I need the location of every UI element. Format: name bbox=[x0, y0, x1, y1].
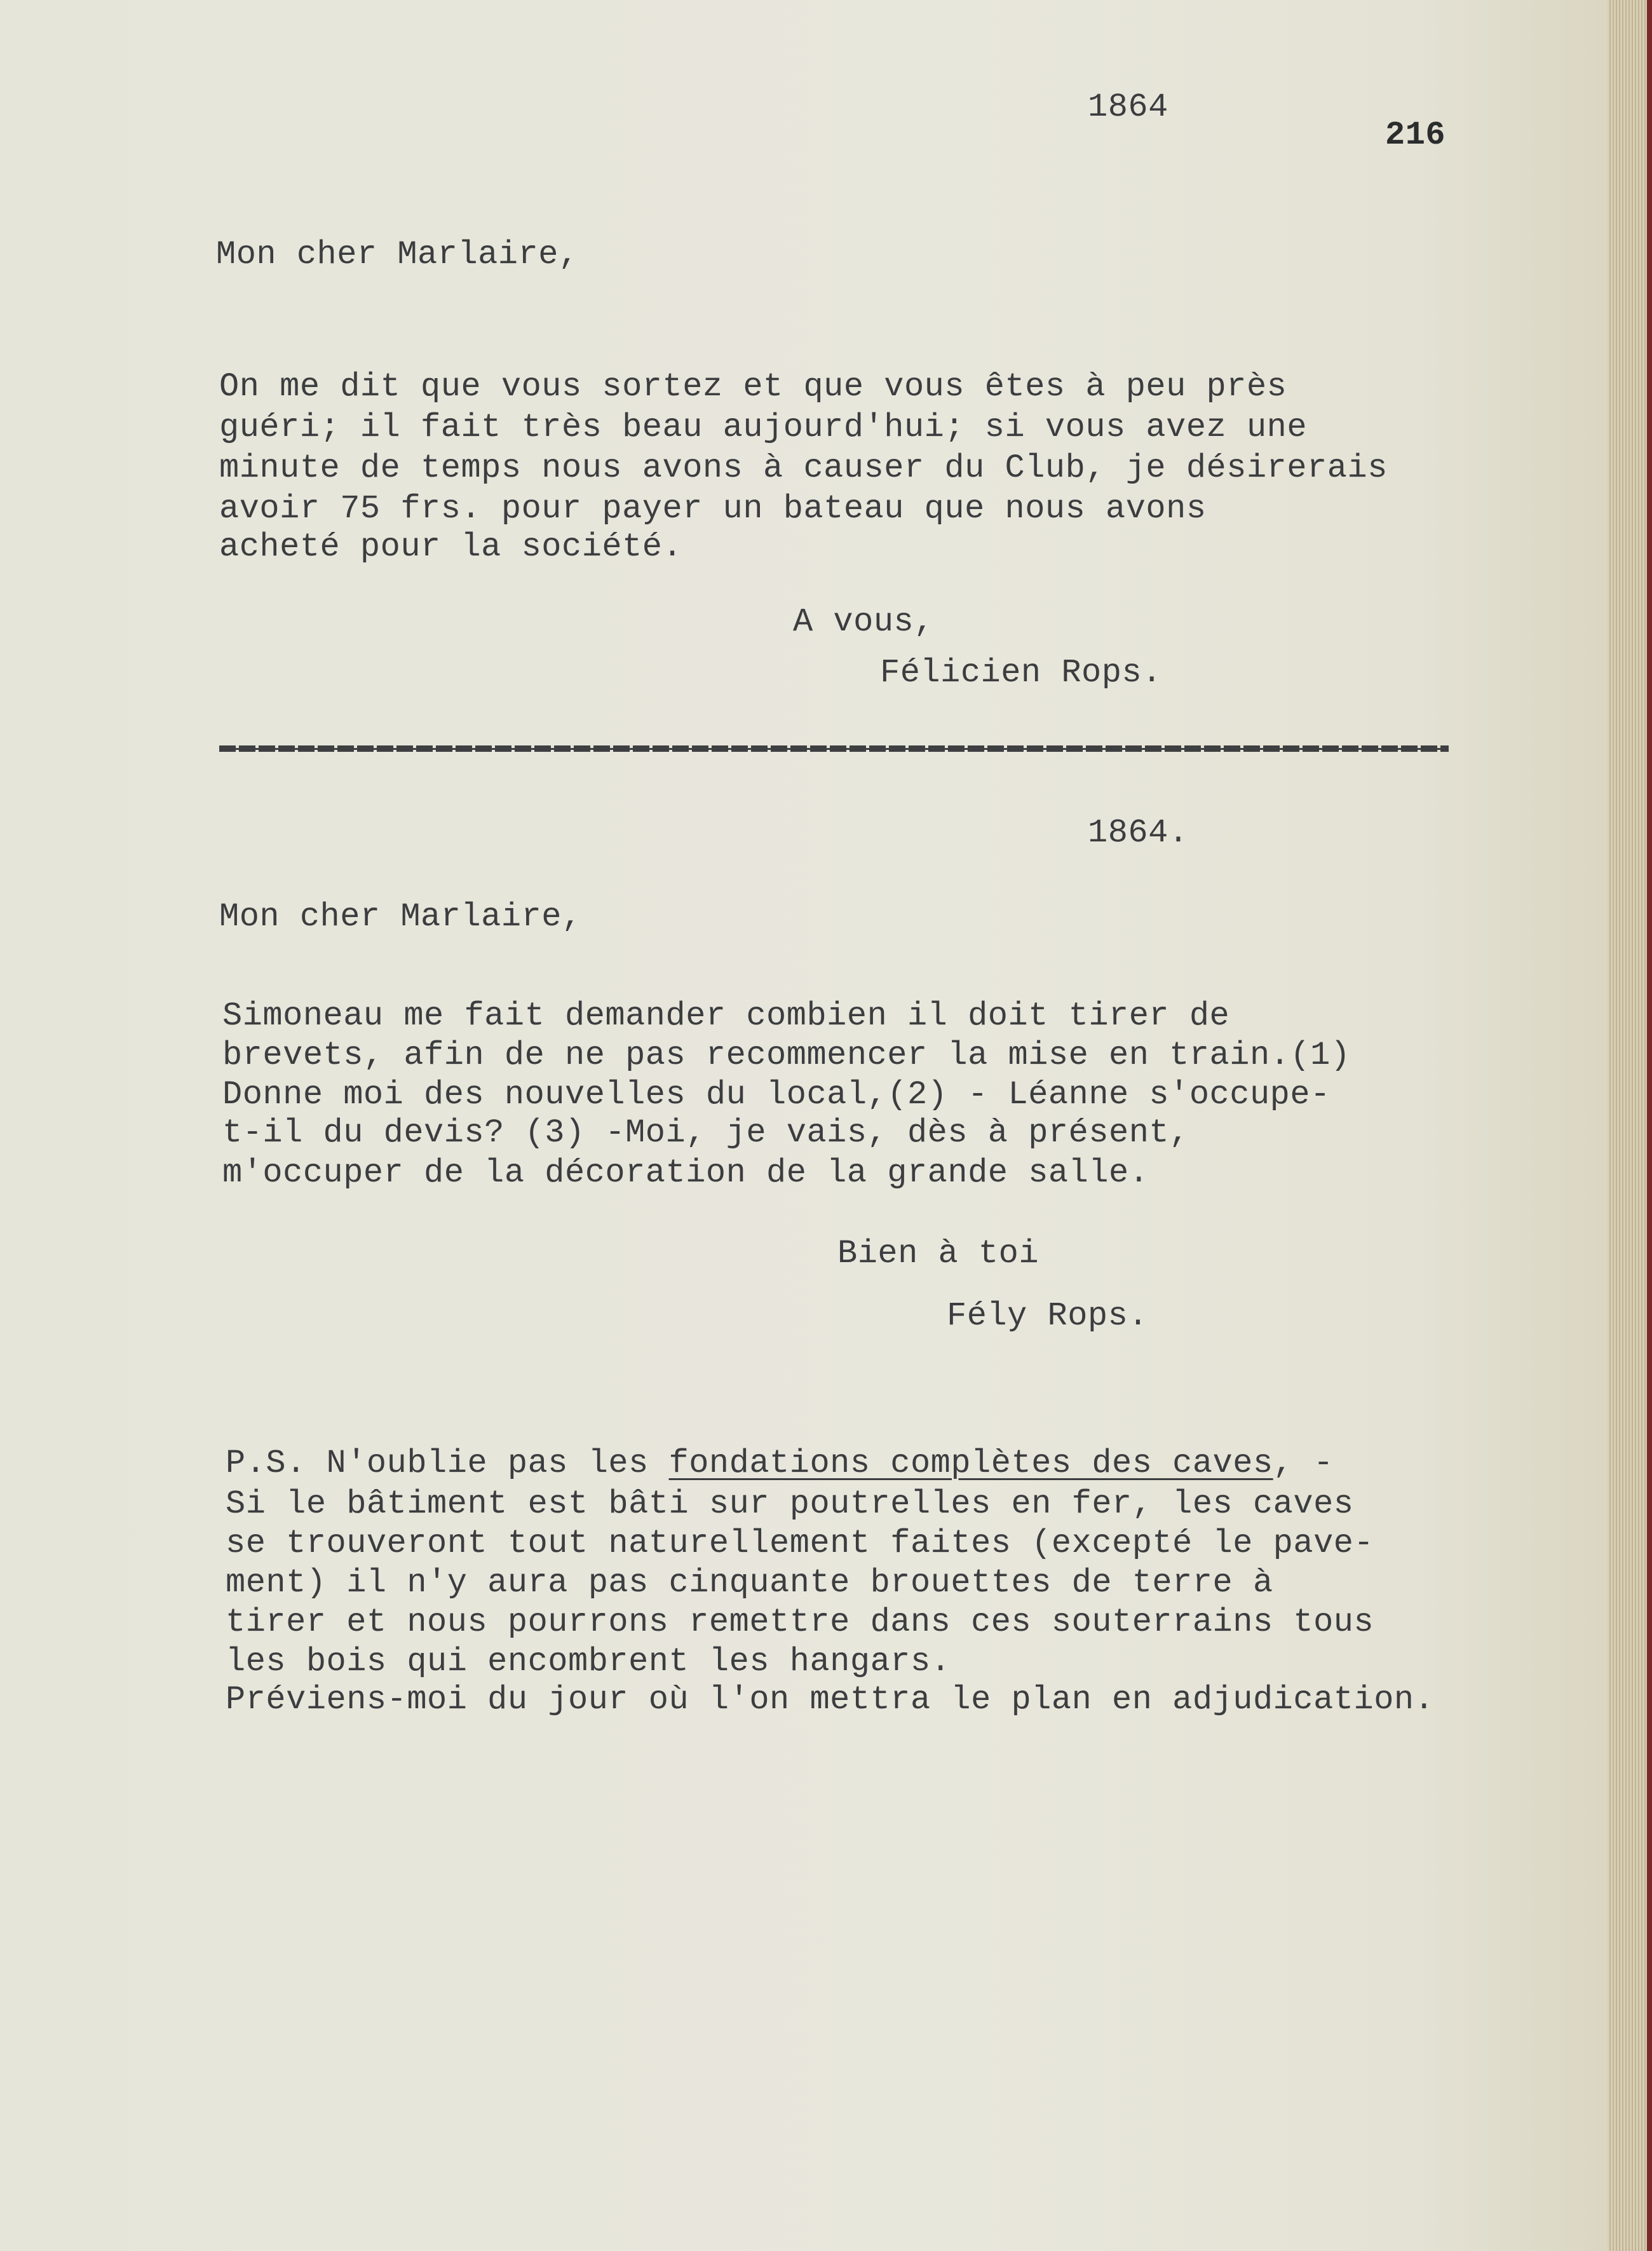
letter-2-salutation: Mon cher Marlaire, bbox=[219, 898, 582, 935]
postscript-line: Si le bâtiment est bâti sur poutrelles en fer, les caves bbox=[226, 1485, 1354, 1523]
postscript-prefix: P.S. N'oublie pas les bbox=[226, 1445, 669, 1482]
postscript-line: tirer et nous pourrons remettre dans ces souterrains tous bbox=[226, 1603, 1374, 1641]
letter-2-signature: Fély Rops. bbox=[947, 1297, 1149, 1335]
letter-2-body-line: Simoneau me fait demander combien il doit tirer de bbox=[222, 997, 1230, 1035]
letter-2-closing: Bien à toi bbox=[837, 1235, 1039, 1272]
postscript-line: ment) il n'y aura pas cinquante brouettes de terre à bbox=[226, 1564, 1273, 1602]
letter-2-body-line: Donne moi des nouvelles du local,(2) - Léanne s'occupe- bbox=[222, 1076, 1330, 1113]
letter-2-date: 1864. bbox=[1088, 814, 1189, 852]
letter-1-body-line: guéri; il fait très beau aujourd'hui; si vous avez une bbox=[219, 409, 1308, 446]
letter-2-body-line: brevets, afin de ne pas recommencer la mise en train.(1) bbox=[222, 1037, 1351, 1074]
postscript-suffix: , - bbox=[1273, 1445, 1334, 1482]
postscript-first-line bbox=[226, 1444, 1334, 1483]
page-number: 216 bbox=[1385, 116, 1446, 154]
separator-rule bbox=[219, 745, 1449, 752]
postscript-underlined-phrase: fondations complètes des caves bbox=[668, 1445, 1273, 1482]
letter-1-salutation: Mon cher Marlaire, bbox=[216, 236, 579, 273]
header-year: 1864 bbox=[1088, 88, 1168, 126]
postscript-line: Préviens-moi du jour où l'on mettra le plan en adjudication. bbox=[226, 1681, 1435, 1718]
letter-1-body-line: minute de temps nous avons à causer du Club, je désirerais bbox=[219, 449, 1388, 487]
letter-2-body-line: m'occuper de la décoration de la grande salle. bbox=[222, 1154, 1149, 1192]
letter-2-body-line: t-il du devis? (3) -Moi, je vais, dès à présent, bbox=[222, 1114, 1189, 1152]
letter-1-body-line: On me dit que vous sortez et que vous êtes à peu près bbox=[219, 368, 1287, 405]
book-cover-edge bbox=[1647, 0, 1652, 2251]
letter-1-closing: A vous, bbox=[793, 603, 934, 641]
book-page-edges bbox=[1608, 0, 1647, 2251]
letter-1-body-line: acheté pour la société. bbox=[219, 528, 683, 566]
postscript-line: se trouveront tout naturellement faites (excepté le pave- bbox=[226, 1525, 1374, 1562]
letter-1-signature: Félicien Rops. bbox=[880, 654, 1162, 691]
postscript-line: les bois qui encombrent les hangars. bbox=[226, 1643, 951, 1680]
letter-1-body-line: avoir 75 frs. pour payer un bateau que nous avons bbox=[219, 490, 1207, 527]
